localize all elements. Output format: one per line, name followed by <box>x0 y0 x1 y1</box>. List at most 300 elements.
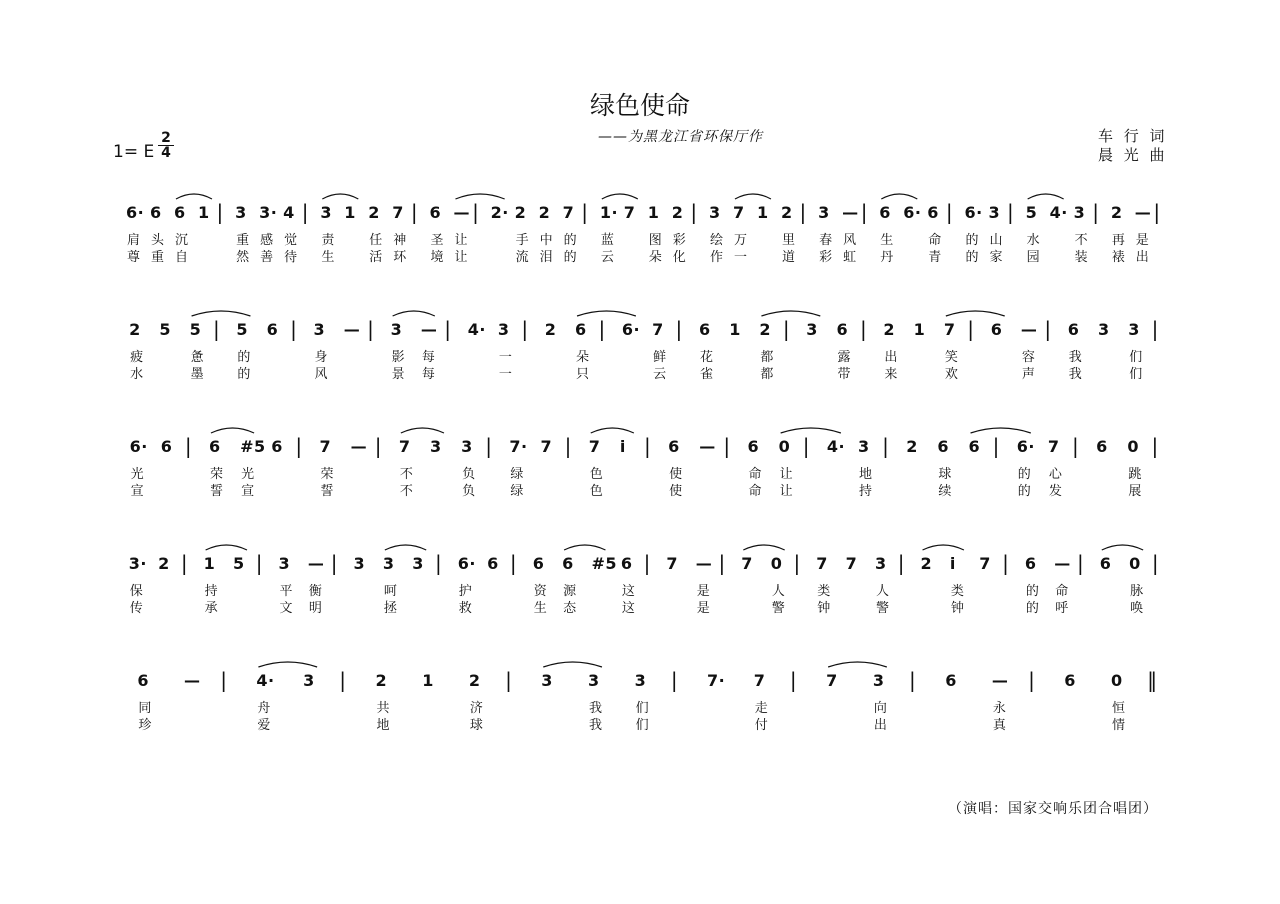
barline: ‖ <box>1147 668 1158 692</box>
lyric-char: 水 <box>130 367 144 382</box>
note: 7 <box>652 320 664 339</box>
lyric-char: 不 <box>1074 233 1088 248</box>
lyric-char: 呼 <box>1055 601 1069 616</box>
barline: | <box>789 668 798 692</box>
barline: | <box>967 317 975 341</box>
barline: | <box>992 434 1000 458</box>
note: — <box>420 320 438 339</box>
lyric-char: 每 <box>421 350 435 365</box>
lyric-char: 彩 <box>672 233 686 248</box>
lyricist-credit: 车 行 词 <box>1098 127 1168 145</box>
lyric-char: 头 <box>150 233 164 248</box>
lyric-char: 宣 <box>241 484 255 499</box>
note: 3 <box>806 320 818 339</box>
note: 7 <box>943 320 956 339</box>
note: 6· <box>903 203 922 222</box>
slur <box>455 194 504 199</box>
lyric-char: 誓 <box>320 484 334 499</box>
barline: | <box>339 668 347 692</box>
lyric-char: 让 <box>454 233 468 248</box>
note: 0 <box>770 554 783 573</box>
lyric-char: 善 <box>260 250 274 265</box>
barline: | <box>690 200 698 224</box>
note: 6· <box>125 203 145 222</box>
note: 3 <box>541 671 553 690</box>
lyric-char: 钟 <box>817 601 831 616</box>
lyric-char: 绘 <box>709 233 723 248</box>
note: 6 <box>698 320 711 339</box>
lyric-char: 都 <box>760 367 774 382</box>
note: — <box>1020 320 1038 339</box>
note: 6 <box>532 554 545 573</box>
lyric-char: 负 <box>462 467 476 482</box>
lyric-char: 只 <box>576 367 590 382</box>
note: 3 <box>313 320 326 339</box>
barline: | <box>860 200 868 224</box>
lyric-char: 们 <box>1129 350 1143 365</box>
lyric-char: 发 <box>1048 484 1062 499</box>
lyric-char: 尊 <box>126 250 140 265</box>
slur <box>828 662 887 667</box>
lyric-char: 春 <box>819 233 833 248</box>
barline: | <box>509 551 518 575</box>
note: 6 <box>990 320 1003 339</box>
note: 6 <box>149 203 162 222</box>
lyric-char: 色 <box>589 467 603 482</box>
note: 2· <box>490 203 509 222</box>
lyric-char: 然 <box>236 250 250 265</box>
barline: | <box>793 551 801 575</box>
lyric-char: 虹 <box>843 250 857 265</box>
lyric-char: 欢 <box>944 367 958 382</box>
note: 3 <box>235 203 247 222</box>
slur <box>591 428 634 433</box>
note: — <box>307 554 325 573</box>
lyric-char: 每 <box>421 367 435 382</box>
note: 4· <box>256 671 275 690</box>
slur <box>735 194 771 199</box>
note: 6· <box>621 320 641 339</box>
lyric-char: 钟 <box>950 601 964 616</box>
note: 2 <box>538 203 551 222</box>
barline: | <box>1028 668 1036 692</box>
slur <box>881 194 917 199</box>
note: 6· <box>964 203 983 222</box>
barline: | <box>564 434 572 458</box>
note: 3 <box>320 203 332 222</box>
note: 0 <box>778 437 791 456</box>
note: 2 <box>883 320 896 339</box>
lyric-char: 的 <box>1017 467 1031 482</box>
note: 6 <box>575 320 587 339</box>
note: 6 <box>487 554 499 573</box>
barline: | <box>1092 200 1100 224</box>
lyric-char: 我 <box>1068 350 1082 365</box>
lyric-char: 出 <box>1135 250 1149 265</box>
lyric-char: 水 <box>1026 233 1040 248</box>
lyric-char: 手 <box>515 233 529 248</box>
note: 3 <box>461 437 473 456</box>
lyric-char: 泪 <box>539 250 553 265</box>
lyric-char: 出 <box>884 350 898 365</box>
lyric-char: 里 <box>781 233 795 248</box>
lyric-char: 一 <box>733 250 747 265</box>
barline: | <box>1151 434 1159 458</box>
note: 7 <box>392 203 404 222</box>
note: 6 <box>1067 320 1080 339</box>
note: 3 <box>382 554 395 573</box>
barline: | <box>301 200 309 224</box>
lyric-char: 墨 <box>190 367 204 382</box>
lyric-char: 环 <box>393 250 407 265</box>
note: 6 <box>1096 437 1108 456</box>
note: — <box>991 671 1009 690</box>
lyric-char: 同 <box>138 701 152 716</box>
lyric-char: 裱 <box>1111 250 1125 265</box>
note: 3 <box>587 671 600 690</box>
slur <box>385 545 426 550</box>
note: 6 <box>945 671 957 690</box>
lyric-char: 命 <box>928 233 942 248</box>
slur <box>1102 545 1143 550</box>
note: 6 <box>620 554 633 573</box>
note: 6 <box>1064 671 1076 690</box>
note: 3 <box>412 554 424 573</box>
lyric-char: 让 <box>779 484 793 499</box>
lyric-char: 是 <box>1135 233 1149 248</box>
note: 6 <box>173 203 186 222</box>
lyric-char: 丹 <box>880 250 894 265</box>
note: 6 <box>836 320 849 339</box>
lyric-char: 容 <box>1021 350 1035 365</box>
lyric-char: 让 <box>454 250 468 265</box>
lyric-char: 使 <box>669 467 683 482</box>
barline: | <box>290 317 298 341</box>
note: 3 <box>708 203 721 222</box>
barline: | <box>434 551 443 575</box>
lyric-char: 带 <box>837 367 851 382</box>
note: 3 <box>858 437 870 456</box>
barline: | <box>799 200 807 224</box>
lyric-char: 明 <box>308 601 322 616</box>
barline: | <box>472 200 480 224</box>
barline: | <box>581 200 589 224</box>
note: 7 <box>826 671 838 690</box>
lyric-char: 们 <box>635 701 649 716</box>
lyric-char: 命 <box>748 484 762 499</box>
barline: | <box>184 434 193 458</box>
lyric-char: 生 <box>880 233 894 248</box>
slur <box>322 194 358 199</box>
lyric-char: 责 <box>321 233 335 248</box>
lyric-char: 走 <box>754 701 768 716</box>
lyric-char: 沉 <box>174 233 188 248</box>
lyric-char: 活 <box>369 250 383 265</box>
barline: | <box>598 317 606 341</box>
lyric-char: 我 <box>588 701 602 716</box>
lyric-char: 青 <box>928 250 942 265</box>
lyric-char: 觉 <box>284 233 298 248</box>
note: i <box>619 437 626 456</box>
lyric-char: 再 <box>1111 233 1125 248</box>
performer-credit: （演唱：国家交响乐团合唱团） <box>948 801 1158 817</box>
note: 7 <box>540 437 553 456</box>
note: 6 <box>927 203 939 222</box>
song-title: 绿色使命 <box>589 91 690 120</box>
lyric-char: 的 <box>1025 584 1039 599</box>
barline: | <box>367 317 375 341</box>
slur <box>206 545 247 550</box>
lyric-char: 济 <box>469 701 483 716</box>
barline: | <box>374 434 382 458</box>
slur <box>393 311 435 316</box>
note: 0 <box>1110 671 1123 690</box>
song-subtitle: ——为黑龙江省环保厅作 <box>598 129 763 145</box>
note: 6 <box>747 437 760 456</box>
lyric-char: 不 <box>399 484 413 499</box>
note: 6 <box>1024 554 1037 573</box>
lyric-char: 真 <box>992 718 1006 733</box>
lyric-char: 蓝 <box>600 233 614 248</box>
lyric-char: 感 <box>260 233 274 248</box>
lyric-char: 护 <box>458 584 472 599</box>
note: 6· <box>1016 437 1036 456</box>
lyric-char: 疲 <box>130 350 144 365</box>
lyric-char: 拯 <box>383 601 397 616</box>
note: 6 <box>137 671 149 690</box>
lyric-char: 唤 <box>1130 601 1144 616</box>
barline: | <box>643 551 651 575</box>
lyric-char: 来 <box>884 367 898 382</box>
lyric-char: 道 <box>781 250 795 265</box>
lyric-char: 任 <box>369 233 383 248</box>
lyric-char: 声 <box>1021 367 1035 382</box>
lyric-char: 雀 <box>699 367 713 382</box>
slur <box>543 662 602 667</box>
note: 7 <box>753 671 766 690</box>
lyric-char: 们 <box>1129 367 1143 382</box>
note: 6 <box>937 437 950 456</box>
note: 0 <box>1127 437 1139 456</box>
note: — <box>350 437 368 456</box>
lyric-char: 救 <box>458 601 472 616</box>
note: 1 <box>344 203 356 222</box>
note: — <box>1054 554 1071 573</box>
slur <box>401 428 444 433</box>
note: 3 <box>429 437 442 456</box>
lyric-char: 承 <box>204 601 218 616</box>
note: 7 <box>319 437 332 456</box>
lyric-char: 境 <box>430 250 444 265</box>
note: 1 <box>422 671 434 690</box>
lyric-char: 一 <box>498 367 512 382</box>
barline: | <box>882 434 890 458</box>
note: 2 <box>544 320 557 339</box>
lyric-char: 中 <box>539 233 553 248</box>
note: 0 <box>1129 554 1141 573</box>
note: 2 <box>906 437 918 456</box>
note: 2 <box>375 671 388 690</box>
note: 7 <box>398 437 411 456</box>
lyric-char: 的 <box>237 350 251 365</box>
note: 3 <box>872 671 885 690</box>
lyric-char: 云 <box>653 367 667 382</box>
lyric-char: 的 <box>965 250 979 265</box>
note: 7 <box>979 554 991 573</box>
lyric-char: 彩 <box>819 250 833 265</box>
slur <box>761 311 820 316</box>
barline: | <box>216 200 224 224</box>
lyric-char: 流 <box>515 250 529 265</box>
note: 5 <box>189 320 202 339</box>
slur <box>923 545 964 550</box>
barline: | <box>802 434 811 458</box>
note: i <box>949 554 956 573</box>
slur <box>971 428 1031 433</box>
lyric-char: 身 <box>314 350 328 365</box>
note: 6 <box>208 437 221 456</box>
lyric-char: 景 <box>391 367 405 382</box>
lyric-char: 绿 <box>510 467 524 482</box>
note: 7· <box>707 671 726 690</box>
note: 6 <box>968 437 981 456</box>
note: 4· <box>826 437 846 456</box>
lyric-char: 待 <box>284 250 298 265</box>
slur <box>1028 194 1064 199</box>
lyric-char: 誓 <box>209 484 223 499</box>
lyric-char: 一 <box>498 350 512 365</box>
lyric-char: 朵 <box>648 250 662 265</box>
lyric-char: 平 <box>279 584 293 599</box>
lyric-char: 呵 <box>383 584 397 599</box>
lyric-char: 我 <box>1068 367 1082 382</box>
note: 6· <box>129 437 148 456</box>
note: 5 <box>1025 203 1038 222</box>
barline: | <box>644 434 652 458</box>
note: 2 <box>671 203 684 222</box>
lyric-char: 负 <box>462 484 476 499</box>
note: 1 <box>197 203 210 222</box>
lyric-char: 爱 <box>257 718 271 733</box>
note: 3 <box>1073 203 1086 222</box>
lyric-char: 万 <box>733 233 747 248</box>
barline: | <box>213 317 221 341</box>
note: 1 <box>756 203 769 222</box>
lyric-char: 绿 <box>510 484 524 499</box>
slur <box>602 194 638 199</box>
lyric-char: 类 <box>950 584 964 599</box>
lyric-char: 永 <box>992 701 1006 716</box>
lyric-char: 风 <box>843 233 857 248</box>
lyric-char: 们 <box>635 718 649 733</box>
barline: | <box>521 317 529 341</box>
lyric-char: 花 <box>699 350 713 365</box>
barline: | <box>1044 317 1052 341</box>
note: 3 <box>634 671 647 690</box>
lyric-char: 保 <box>129 584 143 599</box>
lyric-char: 朵 <box>576 350 590 365</box>
time-numerator: 2 <box>158 131 174 146</box>
lyric-char: 自 <box>174 250 188 265</box>
note: 7 <box>1047 437 1060 456</box>
note: 3 <box>278 554 291 573</box>
slur <box>564 545 605 550</box>
lyric-char: 露 <box>837 350 851 365</box>
note: 1· <box>599 203 619 222</box>
note: 6 <box>562 554 574 573</box>
barline: | <box>1002 551 1010 575</box>
note: 7 <box>732 203 745 222</box>
lyric-char: 园 <box>1026 250 1040 265</box>
barline: | <box>330 551 338 575</box>
slur <box>176 194 212 199</box>
barline: | <box>718 551 726 575</box>
lyric-char: 装 <box>1074 250 1088 265</box>
note: 2 <box>780 203 793 222</box>
lyric-char: 色 <box>589 484 603 499</box>
barline: | <box>295 434 303 458</box>
lyric-char: 肩 <box>126 233 140 248</box>
note: 7 <box>588 437 601 456</box>
barline: | <box>505 668 513 692</box>
lyric-char: 地 <box>859 467 873 482</box>
note: 5 <box>236 320 249 339</box>
lyric-char: 这 <box>621 584 635 599</box>
lyric-char: 续 <box>938 484 952 499</box>
lyric-char: 化 <box>672 250 686 265</box>
lyric-char: 荣 <box>320 467 334 482</box>
lyric-char: 文 <box>279 601 293 616</box>
lyric-char: 惫 <box>190 350 204 365</box>
barline: | <box>945 200 954 224</box>
note: 3 <box>988 203 1001 222</box>
note: 4· <box>467 320 486 339</box>
lyric-char: 神 <box>393 233 407 248</box>
note: 6 <box>668 437 680 456</box>
lyric-char: 光 <box>130 467 144 482</box>
note: 5 <box>232 554 245 573</box>
lyric-char: 山 <box>989 233 1003 248</box>
slur <box>258 662 317 667</box>
lyric-char: 衡 <box>308 584 322 599</box>
lyric-char: 云 <box>600 250 614 265</box>
lyric-char: 共 <box>376 701 390 716</box>
lyric-char: 的 <box>1025 601 1039 616</box>
lyric-char: 人 <box>875 584 889 599</box>
note: — <box>453 203 470 222</box>
note: — <box>842 203 859 222</box>
note: 1 <box>203 554 216 573</box>
note: — <box>343 320 361 339</box>
slur <box>192 311 251 316</box>
barline: | <box>1007 200 1015 224</box>
note: 6 <box>1099 554 1112 573</box>
note: 3 <box>1128 320 1140 339</box>
lyric-char: 人 <box>771 584 785 599</box>
lyric-char: 出 <box>873 718 887 733</box>
lyric-char: 重 <box>236 233 250 248</box>
lyric-char: 跳 <box>1128 467 1142 482</box>
note: 2 <box>468 671 481 690</box>
lyric-char: 资 <box>533 584 547 599</box>
barline: | <box>723 434 731 458</box>
lyric-char: 光 <box>241 467 255 482</box>
slur <box>577 311 636 316</box>
note: 3· <box>259 203 278 222</box>
barline: | <box>782 317 791 341</box>
barline: | <box>444 317 452 341</box>
lyric-char: 笑 <box>944 350 958 365</box>
